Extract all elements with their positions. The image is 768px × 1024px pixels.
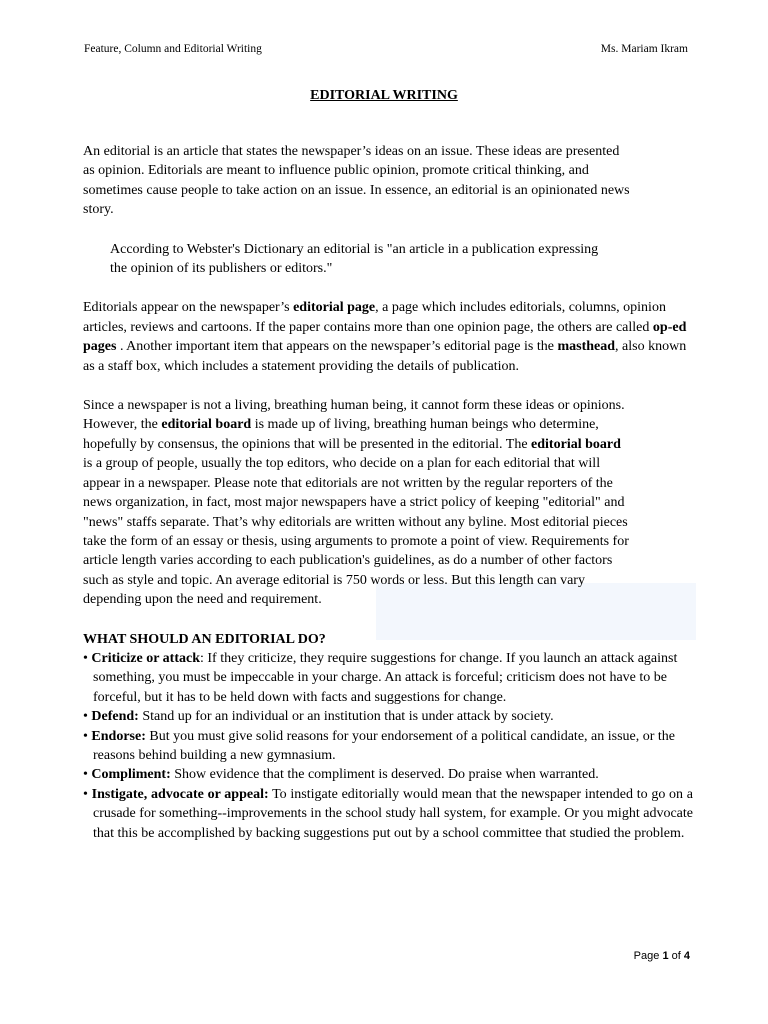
term-masthead: masthead [557,339,616,355]
text-run: , a page which includes editorials, columns, opinion articles, reviews and cartoons. If the paper contains more than one opinion page, the others are called [83,300,666,335]
text-run: Since a newspaper is not a living, breathing human being, it cannot form these ideas or opinions. However, the [83,398,625,433]
list-item: • Instigate, advocate or appeal: To instigate editorially would mean that the newspaper intended to go on a crusade for something--improvements in the school study hall system, for example. Or you might advocate that this be accomplished by backing suggestions put out by a school committee that studied the problem. [83,786,693,841]
dictionary-quote: According to Webster's Dictionary an editorial is "an article in a publication expressing the opinion of its publishers or editors." [110,241,599,277]
editorial-functions-list [83,649,693,843]
list-item-text: : If they criticize, they require suggestions for change. If you launch an attack against something, you must be impeccable in your charge. An attack is forceful; criticism does not have to be forceful, but it has to be held down with facts and suggestions for change. [93,650,678,705]
editorial-board-paragraph [83,396,631,609]
term-editorial-page: editorial page [293,300,376,316]
header-left: Feature, Column and Editorial Writing [84,43,262,55]
text-run: is a group of people, usually the top editors, who decide on a plan for each editorial that will appear in a newspaper. Please note that editorials are not written by the regular reporters of the news organization, in fact, most major newspapers have a strict policy of keeping "editorial" and "news" staffs separate. That’s why editorials are written without any byline. Most editorial pieces take the form of an essay or thesis, using arguments to promote a point of view. Requirements for article length varies according to each publication's guidelines, as do a number of other factors such as style and topic. An average editorial is 750 words or less. But this length can vary depending upon the need and requirement. [83,456,629,608]
section-heading: WHAT SHOULD AN EDITORIAL DO? [83,631,326,647]
page-current: 1 [662,950,669,962]
list-item-text: Show evidence that the compliment is deserved. Do praise when warranted. [170,767,599,783]
page-total: 4 [683,950,690,962]
list-item: • Compliment: Show evidence that the compliment is deserved. Do praise when warranted. [83,767,599,783]
of-label: of [671,950,681,962]
document-body [83,142,693,843]
list-item-text: But you must give solid reasons for your endorsement of a political candidate, an issue, or the reasons behind building a new gymnasium. [93,728,676,763]
page-label: Page [633,950,660,962]
header-right: Ms. Mariam Ikram [600,43,688,55]
text-run: . Another important item that appears on the newspaper’s editorial page is the [116,339,558,355]
list-item-term: Instigate, advocate or appeal: [91,786,269,802]
list-item-term: Endorse: [91,728,146,744]
list-item: • Endorse: But you must give solid reasons for your endorsement of a political candidate, an issue, or the reasons behind building a new gymnasium. [83,728,676,763]
term-editorial-board: editorial board [531,436,621,452]
term-editorial-board: editorial board [161,417,252,433]
term-op-ed-pages: op-ed pages [83,319,687,355]
list-item: • Defend: Stand up for an individual or an institution that is under attack by society. [83,709,554,725]
list-item-text: To instigate editorially would mean that the newspaper intended to go on a crusade for something--improvements in the school study hall system, for example. Or you might advocate that this be accomplished by backing suggestions put out by a school committee that studied the problem. [93,786,693,841]
list-item: • Criticize or attack: If they criticize, they require suggestions for change. If you launch an attack against something, you must be impeccable in your charge. An attack is forceful; criticism does not have to be forceful, but it has to be held down with facts and suggestions for change. [83,650,678,705]
text-run: Editorials appear on the newspaper’s [83,300,294,316]
list-item-term: Criticize or attack [91,650,200,666]
list-item-term: Compliment: [91,767,171,783]
intro-paragraph: An editorial is an article that states the newspaper’s ideas on an issue. These ideas are presented as opinion. Editorials are meant to influence public opinion, promote critical thinking, and sometimes cause people to take action on an issue. In essence, an editorial is an opinionated news story. [83,144,630,218]
list-item-term: Defend: [91,709,139,725]
text-run: , also known as a staff box, which includes a statement providing the details of publication. [83,339,687,374]
page-number [634,950,690,962]
page-title: EDITORIAL WRITING [310,88,458,103]
text-run: is made up of living, breathing human beings who determine, hopefully by consensus, the opinions that will be presented in the editorial. The [83,417,599,452]
list-item-text: Stand up for an individual or an institution that is under attack by society. [138,709,554,725]
editorial-page-paragraph [83,298,693,376]
